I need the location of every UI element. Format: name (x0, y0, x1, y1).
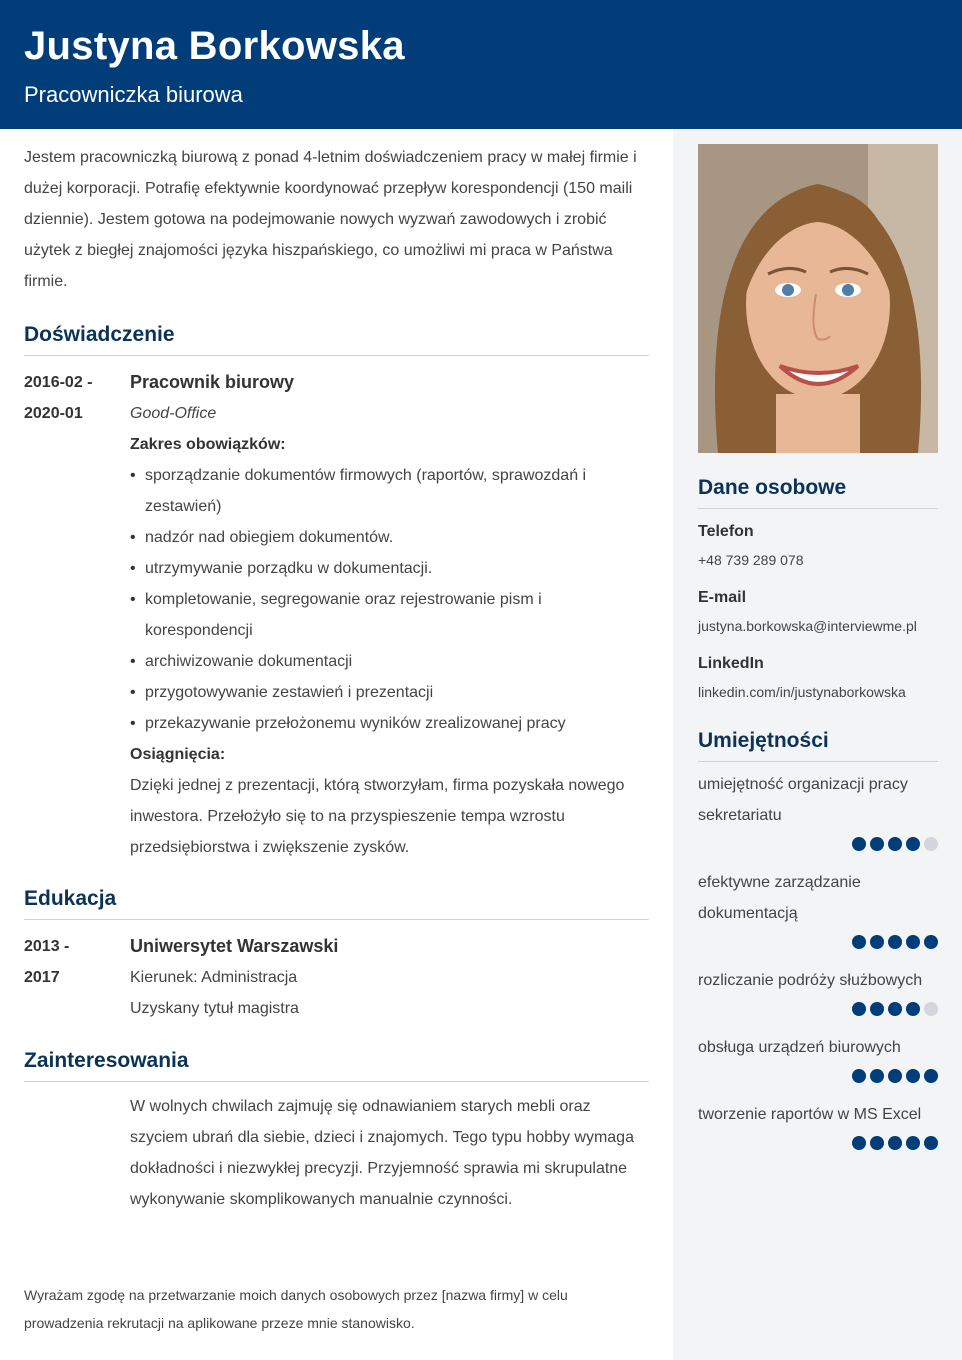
job-title: Pracowniczka biurowa (24, 82, 243, 107)
gdpr-consent: Wyrażam zgodę na przetwarzanie moich danych osobowych przez [nazwa firmy] w celu prowadzenia rekrutacji na aplikowane przeze mnie stanowisko. (24, 1287, 568, 1331)
skill-dot-filled (870, 837, 884, 851)
duty-item: • nadzór nad obiegiem dokumentów. (130, 522, 649, 553)
education-entry (24, 931, 649, 1024)
duty-item: • archiwizowanie dokumentacji (130, 646, 649, 677)
skill-rating (852, 935, 938, 949)
sidebar (673, 129, 962, 1360)
skill-rating (852, 1136, 938, 1150)
achievements-text: Dzięki jednej z prezentacji, którą stworzyłam, firma pozyskała nowego inwestora. Przełożyło się to na przyspieszenie tempa wzrostu przedsiębiorstwa i zwiększenie zysków. (130, 777, 625, 856)
skill-dot-filled (888, 1136, 902, 1150)
email-label: E-mail (698, 589, 747, 606)
main-column (24, 142, 649, 1215)
skill-dot-filled (906, 935, 920, 949)
education-dates (24, 931, 130, 1024)
duties-label: Zakres obowiązków: (130, 436, 286, 453)
experience-heading: Doświadczenie (24, 321, 649, 356)
interests-heading: Zainteresowania (24, 1047, 649, 1082)
personal-heading: Dane osobowe (698, 474, 938, 509)
skill-name: umiejętność organizacji pracy sekretariatu (698, 776, 908, 824)
skill-rating (852, 1069, 938, 1083)
interests-text: W wolnych chwilach zajmuję się odnawianiem starych mebli oraz szyciem ubrań dla siebie, dzieci i znajomych. Tego typu hobby wymaga dokładności i niezwykłej precyzji. Przyjemność sprawia mi skrupulatne wykonywanie skomplikowanych manualnie czynności. (130, 1098, 634, 1208)
education-date-end: 2017 (24, 969, 60, 986)
skill-dot-filled (870, 1069, 884, 1083)
skill-dot-filled (870, 1002, 884, 1016)
skill-name: tworzenie raportów w MS Excel (698, 1106, 922, 1123)
skill-dot-empty (924, 837, 938, 851)
skill-name: rozliczanie podróży służbowych (698, 972, 923, 989)
skill-dot-filled (870, 935, 884, 949)
skill-dot-filled (906, 1069, 920, 1083)
skill-dot-filled (852, 1069, 866, 1083)
experience-entry (24, 367, 649, 863)
experience-dates (24, 367, 130, 863)
skill-dot-filled (924, 935, 938, 949)
achievements-label: Osiągnięcia: (130, 746, 226, 763)
duty-item: • przygotowywanie zestawień i prezentacji (130, 677, 649, 708)
profile-photo (698, 144, 938, 453)
duty-item: • kompletowanie, segregowanie oraz rejestrowanie pism i korespondencji (130, 584, 649, 646)
skill-dot-filled (888, 935, 902, 949)
profile-summary: Jestem pracowniczką biurową z ponad 4-letnim doświadczeniem pracy w małej firmie i dużej korporacji. Potrafię efektywnie koordynować przepływ korespondencji (150 maili dziennie). Jestem gotowa na podejmowanie nowych wyzwań zawodowych i zrobić użytek z biegłej znajomości języka hiszpańskiego, co umożliwi mi praca w Państwa firmie. (24, 149, 637, 290)
skill-dot-filled (852, 1002, 866, 1016)
skill-rating (852, 1002, 938, 1016)
duties-list (130, 460, 649, 739)
skill-dot-empty (924, 1002, 938, 1016)
skill-dot-filled (888, 1002, 902, 1016)
linkedin-value: linkedin.com/in/justynaborkowska (698, 684, 906, 700)
email-value: justyna.borkowska@interviewme.pl (698, 618, 917, 634)
skill-name: obsługa urządzeń biurowych (698, 1039, 901, 1056)
interests-entry (24, 1091, 649, 1215)
skill-dot-filled (852, 1136, 866, 1150)
duty-item: • przekazywanie przełożonemu wyników zrealizowanej pracy (130, 708, 649, 739)
skill-dot-filled (852, 935, 866, 949)
skill-dot-filled (906, 837, 920, 851)
linkedin-label: LinkedIn (698, 655, 764, 672)
experience-date-end: 2020-01 (24, 405, 83, 422)
skill-dot-filled (852, 837, 866, 851)
skill-dot-filled (888, 837, 902, 851)
experience-details (130, 367, 649, 863)
experience-company: Good-Office (130, 405, 217, 422)
skills-heading: Umiejętności (698, 727, 938, 762)
phone-label: Telefon (698, 523, 754, 540)
education-details (130, 931, 649, 1024)
education-school: Uniwersytet Warszawski (130, 936, 339, 956)
header-banner (0, 0, 962, 129)
candidate-name: Justyna Borkowska (24, 24, 405, 68)
phone-value: +48 739 289 078 (698, 552, 804, 568)
skill-dot-filled (888, 1069, 902, 1083)
skill-dot-filled (906, 1002, 920, 1016)
education-degree: Uzyskany tytuł magistra (130, 1000, 299, 1017)
portrait-image (698, 144, 938, 453)
skill-dot-filled (924, 1069, 938, 1083)
skill-rating (852, 837, 938, 851)
duty-item: • sporządzanie dokumentów firmowych (raportów, sprawozdań i zestawień) (130, 460, 649, 522)
education-heading: Edukacja (24, 885, 649, 920)
education-field: Kierunek: Administracja (130, 969, 298, 986)
education-date-start: 2013 - (24, 938, 70, 955)
skill-dot-filled (870, 1136, 884, 1150)
skill-name: efektywne zarządzanie dokumentacją (698, 874, 861, 922)
duty-item: • utrzymywanie porządku w dokumentacji. (130, 553, 649, 584)
skill-dot-filled (924, 1136, 938, 1150)
experience-position: Pracownik biurowy (130, 372, 295, 392)
skill-dot-filled (906, 1136, 920, 1150)
experience-date-start: 2016-02 - (24, 374, 93, 391)
